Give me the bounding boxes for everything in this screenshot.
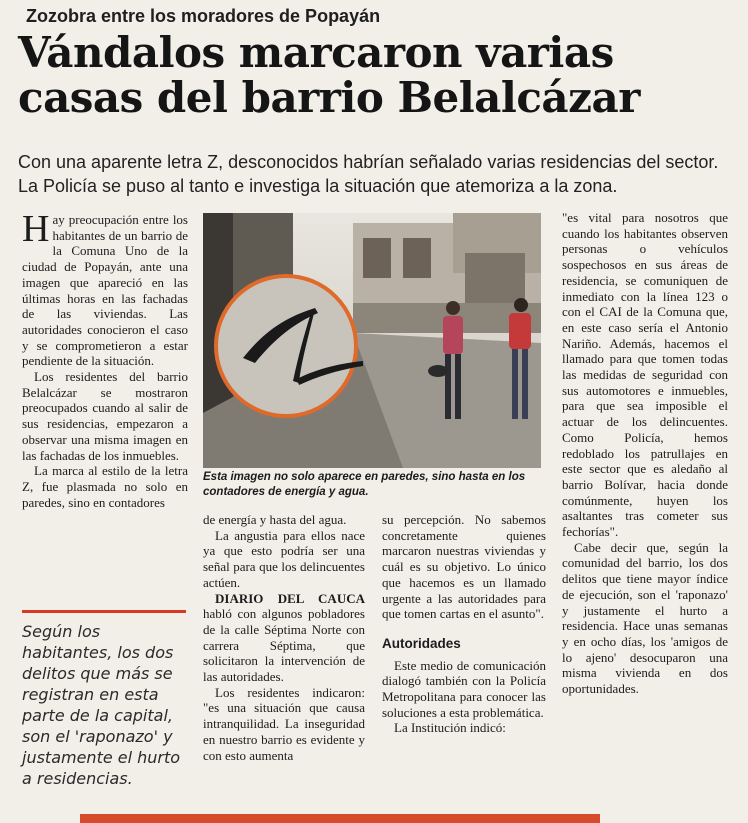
headline: Vándalos marcaron varias casas del barrio Belalcázar (18, 28, 640, 122)
column-2 (203, 512, 365, 763)
subhead-autoridades: Autoridades (382, 635, 461, 651)
drop-cap: H (22, 208, 50, 250)
pullquote-rule (22, 610, 186, 613)
col4-paragraph-1: "es vital para nosotros que cuando los habitantes observen personas o vehículos sospechosos en sus áreas de residencia, se comuniquen de inmediato con la línea 123 o con el CAI de la Comuna que, en este caso sería el Antonio Nariño. Además, hacemos el llamado para que tomen todas las medidas de seguridad con sus automotores e inmuebles, para que sea imposible el actuar de los delincuentes. Como Policía, hemos redoblado los patrullajes en este sector que es aledaño al barrio Bolívar, hacia donde comúnmente, huyen los asaltantes tras cometer sus fechorías". (562, 210, 728, 540)
col2-p3-text: habló con algunos pobladores de la calle Séptima Norte con carrera Séptima, que solicitaron la intervención de las autoridades. (203, 606, 365, 685)
pullquote: Según los habitantes, los dos delitos que más se registran en esta parte de la capital, son el 'raponazo' y justamente el hurto a residencias. (22, 622, 181, 788)
col2-paragraph-3 (203, 591, 365, 685)
column-3 (382, 512, 546, 736)
col3-paragraph-2: Este medio de comunicación dialogó también con la Policía Metropolitana para conocer las soluciones a esta problemática. (382, 657, 546, 720)
col2-paragraph-2: La angustia para ellos nace ya que esto podría ser una señal para que los delincuentes actúen. (203, 527, 365, 590)
col2-paragraph-4: Los residentes indicaron: "es una situación que causa intranquilidad. La inseguridad en nuestro barrio es evidente y con esto aumenta (203, 684, 365, 763)
col1-paragraph-1 (22, 208, 188, 369)
article-photo (203, 213, 541, 468)
col1-p1-text: ay preocupación entre los habitantes de un barrio de la Comuna Uno de la ciudad de Popayán, ante una imagen que apareció en las últimas horas en las fachadas de las viviendas. Las autoridades conocieron el caso y se comprometieron a estar pendiente de la situación. (22, 212, 188, 369)
kicker: Zozobra entre los moradores de Popayán (26, 6, 381, 26)
col4-paragraph-2: Cabe decir que, según la comunidad del barrio, los dos delitos que tiene mayor índice de ejecución, son el 'raponazo' y justamente el hurto a residencia. Hace unas semanas y en ocho días, los 'amigos de lo ajeno' desocuparon una misma vivienda en dos oportunidades. (562, 539, 728, 697)
lead-paragraph: Con una aparente letra Z, desconocidos habrían señalado varias residencias del sector. La Policía se puso al tanto e investiga la situación que atemoriza a la zona. (18, 152, 719, 196)
marking-closeup-circle (216, 276, 356, 416)
bottom-color-bar (80, 814, 600, 823)
col3-paragraph-1: su percepción. No sabemos concretamente quienes marcaron nuestras viviendas y cuál es su objetivo. Lo único que hacemos es un llamado urgente a las autoridades para que tomen cartas en el asunto". (382, 512, 546, 622)
street-scene-image (203, 213, 541, 468)
col3-paragraph-3: La Institución indicó: (394, 720, 506, 736)
photo-caption: Esta imagen no solo aparece en paredes, sino hasta en los contadores de energía y agua. (203, 471, 526, 498)
publication-name: DIARIO DEL CAUCA (215, 590, 365, 606)
column-1 (22, 208, 188, 510)
col1-paragraph-2: Los residentes del barrio Belalcázar se mostraron preocupados cuando al salir de sus residencias, empezaron a observar una misma imagen en las fachadas de los inmuebles. (22, 369, 188, 463)
col1-paragraph-3: La marca al estilo de la letra Z, fue plasmada no solo en paredes, sino en contadores (22, 463, 188, 510)
col2-paragraph-1: de energía y hasta del agua. (203, 512, 347, 527)
column-4 (562, 210, 728, 697)
